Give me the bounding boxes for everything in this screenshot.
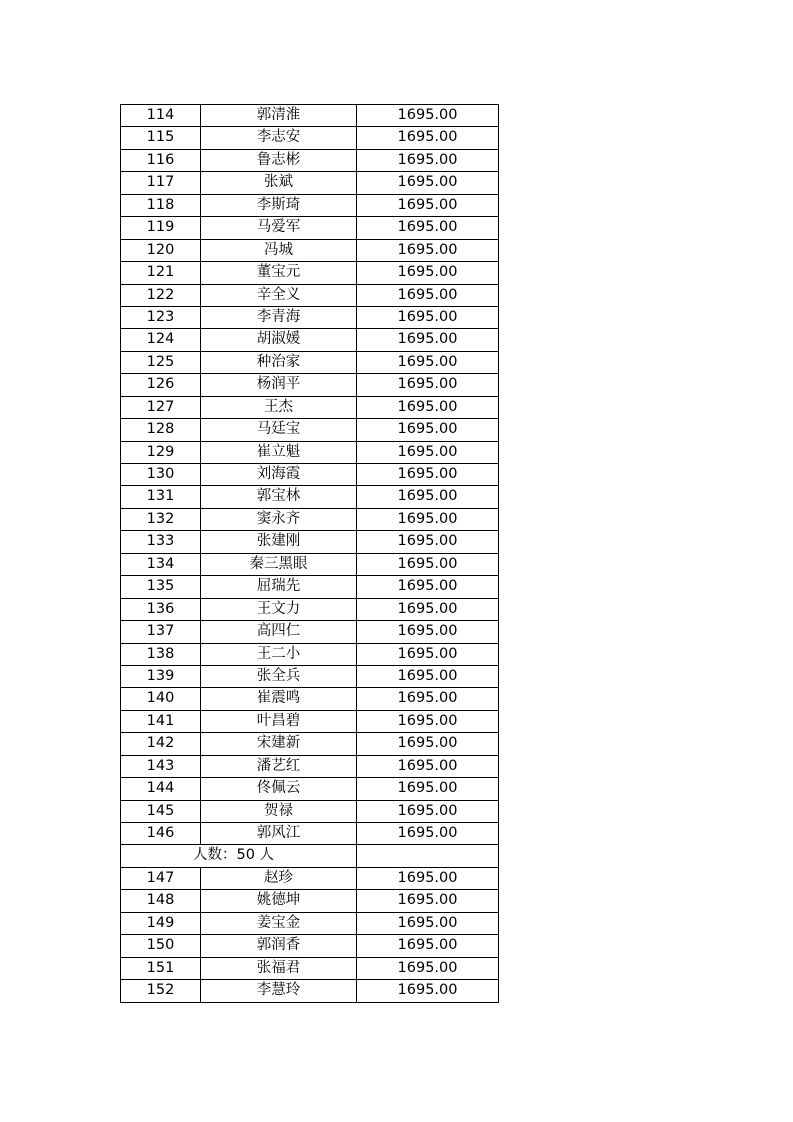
name-cell: 窦永齐 xyxy=(201,509,357,530)
row-number-cell: 150 xyxy=(121,935,201,956)
name-cell: 郭清淮 xyxy=(201,105,357,126)
row-number-cell: 117 xyxy=(121,172,201,193)
row-number-cell: 128 xyxy=(121,419,201,440)
row-number-cell: 129 xyxy=(121,442,201,463)
table-row xyxy=(121,307,499,329)
row-number-cell: 115 xyxy=(121,127,201,148)
name-cell: 屈瑞先 xyxy=(201,576,357,597)
table-row xyxy=(121,419,499,441)
amount-cell: 1695.00 xyxy=(357,307,499,328)
name-cell: 马爱军 xyxy=(201,217,357,238)
table-row xyxy=(121,172,499,194)
row-number-cell: 141 xyxy=(121,711,201,732)
name-cell: 秦三黑眼 xyxy=(201,554,357,575)
name-cell: 高四仁 xyxy=(201,621,357,642)
table-row xyxy=(121,644,499,666)
amount-cell: 1695.00 xyxy=(357,913,499,934)
name-cell: 李慧玲 xyxy=(201,980,357,1001)
name-cell: 郭宝林 xyxy=(201,486,357,507)
row-number-cell: 123 xyxy=(121,307,201,328)
row-number-cell: 134 xyxy=(121,554,201,575)
table-row xyxy=(121,980,499,1002)
amount-cell: 1695.00 xyxy=(357,150,499,171)
row-number-cell: 146 xyxy=(121,823,201,844)
amount-cell: 1695.00 xyxy=(357,980,499,1001)
table-row xyxy=(121,285,499,307)
table-row xyxy=(121,127,499,149)
name-cell: 李斯琦 xyxy=(201,195,357,216)
name-cell: 叶昌碧 xyxy=(201,711,357,732)
table-row xyxy=(121,621,499,643)
table-row xyxy=(121,240,499,262)
amount-cell: 1695.00 xyxy=(357,778,499,799)
row-number-cell: 116 xyxy=(121,150,201,171)
table-row xyxy=(121,531,499,553)
amount-cell: 1695.00 xyxy=(357,666,499,687)
table-row xyxy=(121,801,499,823)
table-row xyxy=(121,711,499,733)
table-row xyxy=(121,958,499,980)
amount-cell: 1695.00 xyxy=(357,823,499,844)
row-number-cell: 142 xyxy=(121,733,201,754)
name-cell: 张全兵 xyxy=(201,666,357,687)
amount-cell: 1695.00 xyxy=(357,419,499,440)
table-row xyxy=(121,756,499,778)
amount-cell: 1695.00 xyxy=(357,554,499,575)
row-number-cell: 119 xyxy=(121,217,201,238)
row-number-cell: 127 xyxy=(121,397,201,418)
name-cell: 佟佩云 xyxy=(201,778,357,799)
row-number-cell: 147 xyxy=(121,868,201,889)
row-number-cell: 121 xyxy=(121,262,201,283)
row-number-cell: 135 xyxy=(121,576,201,597)
name-cell: 李青海 xyxy=(201,307,357,328)
amount-cell: 1695.00 xyxy=(357,397,499,418)
amount-cell: 1695.00 xyxy=(357,509,499,530)
row-number-cell: 144 xyxy=(121,778,201,799)
name-cell: 王杰 xyxy=(201,397,357,418)
amount-cell: 1695.00 xyxy=(357,217,499,238)
table-row xyxy=(121,688,499,710)
table-row xyxy=(121,913,499,935)
row-number-cell: 145 xyxy=(121,801,201,822)
name-cell: 董宝元 xyxy=(201,262,357,283)
row-number-cell: 133 xyxy=(121,531,201,552)
row-number-cell: 120 xyxy=(121,240,201,261)
table-row xyxy=(121,935,499,957)
table-row xyxy=(121,352,499,374)
row-number-cell: 136 xyxy=(121,599,201,620)
amount-cell: 1695.00 xyxy=(357,195,499,216)
name-cell: 张建刚 xyxy=(201,531,357,552)
table-row xyxy=(121,442,499,464)
row-number-cell: 124 xyxy=(121,329,201,350)
amount-cell: 1695.00 xyxy=(357,688,499,709)
table-row xyxy=(121,262,499,284)
table-row xyxy=(121,105,499,127)
row-number-cell: 130 xyxy=(121,464,201,485)
name-cell: 姜宝金 xyxy=(201,913,357,934)
amount-cell: 1695.00 xyxy=(357,262,499,283)
summary-cell: 人数：50 人 xyxy=(121,845,357,866)
name-cell: 王文力 xyxy=(201,599,357,620)
amount-cell: 1695.00 xyxy=(357,240,499,261)
name-cell: 潘艺红 xyxy=(201,756,357,777)
row-number-cell: 125 xyxy=(121,352,201,373)
amount-cell: 1695.00 xyxy=(357,644,499,665)
row-number-cell: 132 xyxy=(121,509,201,530)
table-row xyxy=(121,554,499,576)
table-row xyxy=(121,486,499,508)
amount-cell: 1695.00 xyxy=(357,599,499,620)
amount-cell: 1695.00 xyxy=(357,958,499,979)
row-number-cell: 131 xyxy=(121,486,201,507)
amount-cell: 1695.00 xyxy=(357,285,499,306)
table-row xyxy=(121,217,499,239)
row-number-cell: 143 xyxy=(121,756,201,777)
amount-cell: 1695.00 xyxy=(357,621,499,642)
table-row xyxy=(121,778,499,800)
name-cell: 冯城 xyxy=(201,240,357,261)
name-cell: 崔震鸣 xyxy=(201,688,357,709)
row-number-cell: 122 xyxy=(121,285,201,306)
table-row xyxy=(121,890,499,912)
amount-cell: 1695.00 xyxy=(357,801,499,822)
name-cell: 宋建新 xyxy=(201,733,357,754)
amount-cell: 1695.00 xyxy=(357,756,499,777)
row-number-cell: 148 xyxy=(121,890,201,911)
name-cell: 李志安 xyxy=(201,127,357,148)
table-row xyxy=(121,150,499,172)
name-cell: 崔立魁 xyxy=(201,442,357,463)
amount-cell: 1695.00 xyxy=(357,576,499,597)
row-number-cell: 152 xyxy=(121,980,201,1001)
amount-cell: 1695.00 xyxy=(357,329,499,350)
row-number-cell: 151 xyxy=(121,958,201,979)
amount-cell: 1695.00 xyxy=(357,352,499,373)
amount-cell: 1695.00 xyxy=(357,868,499,889)
amount-cell: 1695.00 xyxy=(357,172,499,193)
amount-cell: 1695.00 xyxy=(357,105,499,126)
name-cell: 马廷宝 xyxy=(201,419,357,440)
name-cell: 杨润平 xyxy=(201,374,357,395)
amount-cell: 1695.00 xyxy=(357,733,499,754)
name-cell: 姚德坤 xyxy=(201,890,357,911)
name-cell: 赵珍 xyxy=(201,868,357,889)
name-cell: 辛全义 xyxy=(201,285,357,306)
name-cell: 刘海霞 xyxy=(201,464,357,485)
table-row xyxy=(121,374,499,396)
table-row xyxy=(121,823,499,845)
amount-cell: 1695.00 xyxy=(357,486,499,507)
name-cell: 王二小 xyxy=(201,644,357,665)
summary-row xyxy=(121,845,499,867)
amount-cell: 1695.00 xyxy=(357,935,499,956)
amount-cell: 1695.00 xyxy=(357,890,499,911)
table-row xyxy=(121,868,499,890)
amount-cell: 1695.00 xyxy=(357,711,499,732)
row-number-cell: 138 xyxy=(121,644,201,665)
row-number-cell: 139 xyxy=(121,666,201,687)
table-row xyxy=(121,397,499,419)
table-row xyxy=(121,599,499,621)
name-cell: 胡淑媛 xyxy=(201,329,357,350)
name-cell: 张福君 xyxy=(201,958,357,979)
table-row xyxy=(121,733,499,755)
table-row xyxy=(121,666,499,688)
row-number-cell: 126 xyxy=(121,374,201,395)
name-cell: 张斌 xyxy=(201,172,357,193)
table-row xyxy=(121,464,499,486)
table-row xyxy=(121,576,499,598)
table-row xyxy=(121,509,499,531)
row-number-cell: 137 xyxy=(121,621,201,642)
row-number-cell: 149 xyxy=(121,913,201,934)
table-row xyxy=(121,329,499,351)
name-cell: 郭风江 xyxy=(201,823,357,844)
amount-cell: 1695.00 xyxy=(357,442,499,463)
row-number-cell: 114 xyxy=(121,105,201,126)
row-number-cell: 118 xyxy=(121,195,201,216)
amount-cell: 1695.00 xyxy=(357,374,499,395)
table-row xyxy=(121,195,499,217)
name-cell: 郭润香 xyxy=(201,935,357,956)
name-cell: 鲁志彬 xyxy=(201,150,357,171)
amount-cell: 1695.00 xyxy=(357,464,499,485)
amount-cell: 1695.00 xyxy=(357,127,499,148)
name-cell: 贺禄 xyxy=(201,801,357,822)
amount-cell xyxy=(357,845,499,866)
row-number-cell: 140 xyxy=(121,688,201,709)
payment-table xyxy=(120,104,499,1003)
name-cell: 种治家 xyxy=(201,352,357,373)
amount-cell: 1695.00 xyxy=(357,531,499,552)
